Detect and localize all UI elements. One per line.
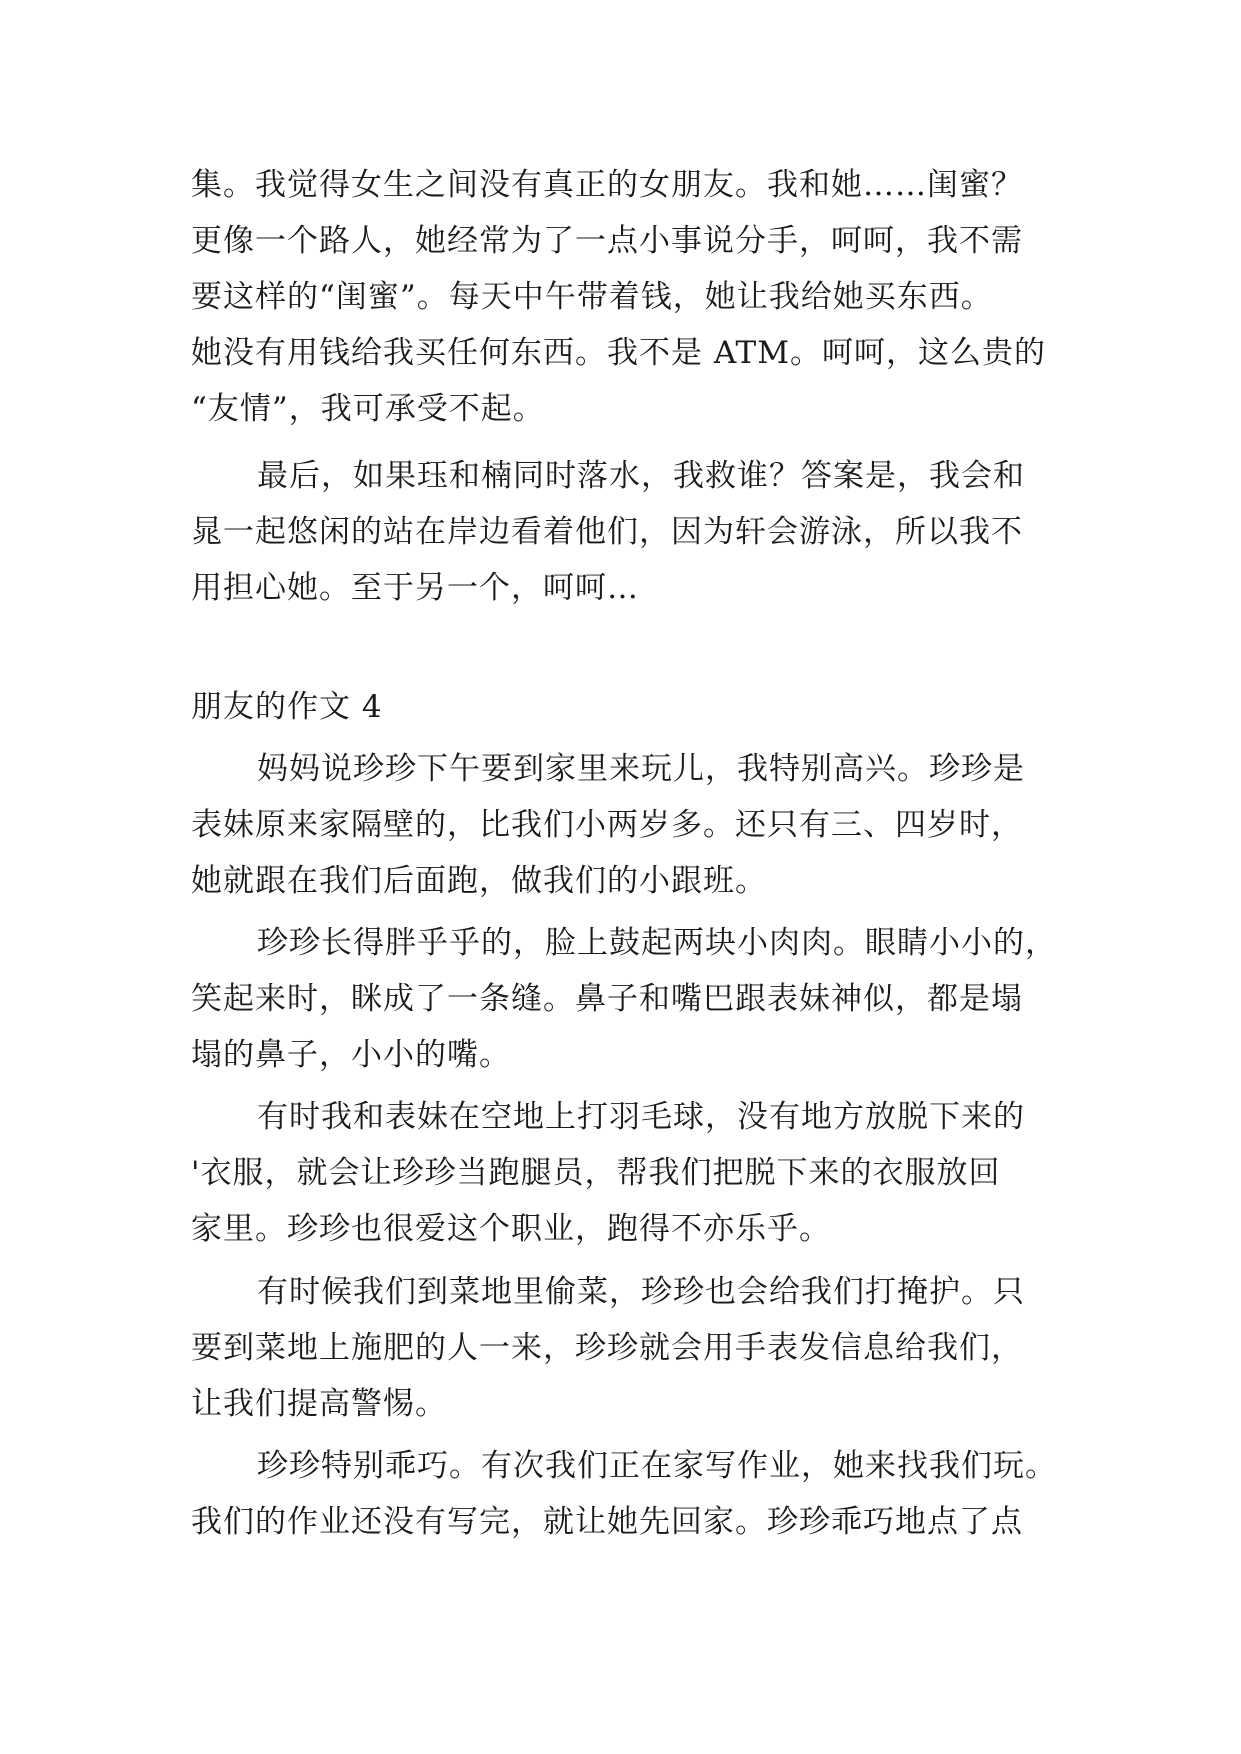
- text-line: 集。我觉得女生之间没有真正的女朋友。我和她……闺蜜？: [191, 167, 1023, 203]
- text-line: 让我们提高警惕。: [191, 1386, 447, 1422]
- section-title: 朋友的作文 4: [191, 689, 383, 725]
- paragraph: [191, 448, 1051, 616]
- text-line: 最后，如果珏和楠同时落水，我救谁？答案是，我会和: [257, 458, 1025, 494]
- paragraph-continuation: [191, 157, 1051, 437]
- text-line: 用担心她。至于另一个，呵呵…: [191, 570, 639, 606]
- text-line: 我们的作业还没有写完，就让她先回家。珍珍乖巧地点了点: [191, 1504, 1023, 1540]
- text-line: 更像一个路人，她经常为了一点小事说分手，呵呵，我不需: [191, 223, 1023, 259]
- paragraph: [191, 915, 1057, 1083]
- text-line: 有时我和表妹在空地上打羽毛球，没有地方放脱下来的: [257, 1099, 1025, 1135]
- text-line: “友情”，我可承受不起。: [191, 391, 545, 427]
- text-line: 要这样的“闺蜜”。每天中午带着钱，她让我给她买东西。: [191, 279, 993, 315]
- text-line: 她没有用钱给我买任何东西。我不是 ATM。呵呵，这么贵的: [191, 335, 1046, 371]
- paragraph: [191, 1089, 1051, 1257]
- text-line: 珍珍长得胖乎乎的，脸上鼓起两块小肉肉。眼睛小小的，: [257, 925, 1057, 961]
- text-line: '衣服，就会让珍珍当跑腿员，帮我们把脱下来的衣服放回: [191, 1155, 1001, 1191]
- text-line: 塌的鼻子，小小的嘴。: [191, 1037, 511, 1073]
- text-line: 晁一起悠闲的站在岸边看着他们，因为轩会游泳，所以我不: [191, 514, 1023, 550]
- text-line: 表妹原来家隔壁的，比我们小两岁多。还只有三、四岁时，: [191, 807, 1023, 843]
- text-line: 有时候我们到菜地里偷菜，珍珍也会给我们打掩护。只: [257, 1274, 1025, 1310]
- text-line: 家里。珍珍也很爱这个职业，跑得不亦乐乎。: [191, 1211, 831, 1247]
- text-line: 妈妈说珍珍下午要到家里来玩儿，我特别高兴。珍珍是: [257, 751, 1025, 787]
- text-line: 珍珍特别乖巧。有次我们正在家写作业，她来找我们玩。: [257, 1448, 1057, 1484]
- paragraph: [191, 1438, 1057, 1550]
- text-line: 她就跟在我们后面跑，做我们的小跟班。: [191, 863, 767, 899]
- paragraph: [191, 741, 1051, 909]
- paragraph: [191, 1264, 1051, 1432]
- text-line: 要到菜地上施肥的人一来，珍珍就会用手表发信息给我们，: [191, 1330, 1023, 1366]
- text-line: 笑起来时，眯成了一条缝。鼻子和嘴巴跟表妹神似，都是塌: [191, 981, 1023, 1017]
